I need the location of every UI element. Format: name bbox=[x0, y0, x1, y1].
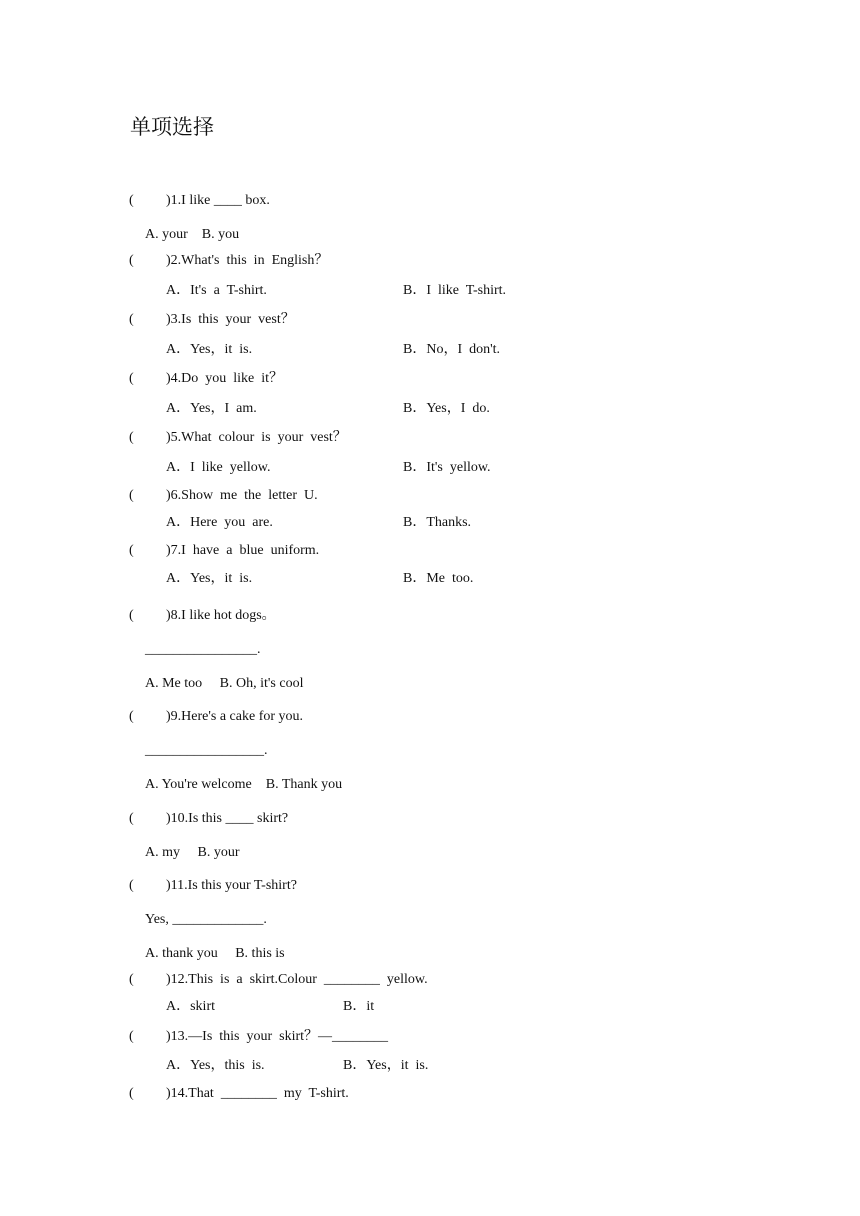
question-9-options: A. You're welcome B. Thank you bbox=[145, 777, 343, 792]
question-4-option-a: A．Yes，I am. bbox=[166, 401, 257, 416]
question-5-stem: )5.What colour is your vest？ bbox=[166, 430, 347, 445]
question-2-stem: )2.What's this in English？ bbox=[166, 253, 329, 268]
question-6-option-a: A．Here you are. bbox=[166, 515, 273, 530]
answer-bracket: ( bbox=[129, 253, 134, 268]
question-13-option-a: A．Yes，this is. bbox=[166, 1058, 265, 1073]
question-6-option-b: B．Thanks. bbox=[403, 515, 472, 530]
question-7-stem: )7.I have a blue uniform. bbox=[166, 543, 320, 558]
question-3-option-a: A．Yes，it is. bbox=[166, 342, 253, 357]
question-4-stem: )4.Do you like it？ bbox=[166, 371, 284, 386]
question-9-blank: _________________. bbox=[145, 743, 268, 758]
answer-bracket: ( bbox=[129, 1029, 134, 1044]
question-3-stem: )3.Is this your vest？ bbox=[166, 312, 295, 327]
answer-bracket: ( bbox=[129, 488, 134, 503]
question-8-stem: )8.I like hot dogs。 bbox=[166, 608, 276, 623]
question-2-option-a: A．It's a T-shirt. bbox=[166, 283, 267, 298]
question-10-options: A. my B. your bbox=[145, 845, 240, 860]
question-11-options: A. thank you B. this is bbox=[145, 946, 285, 961]
answer-bracket: ( bbox=[129, 430, 134, 445]
question-11-stem: )11.Is this your T-shirt? bbox=[166, 878, 297, 893]
answer-bracket: ( bbox=[129, 811, 134, 826]
question-1-options: A. your B. you bbox=[145, 227, 240, 242]
answer-bracket: ( bbox=[129, 543, 134, 558]
question-14-stem: )14.That ________ my T-shirt. bbox=[166, 1086, 349, 1101]
question-3-option-b: B．No，I don't. bbox=[403, 342, 501, 357]
answer-bracket: ( bbox=[129, 972, 134, 987]
question-12-option-b: B．it bbox=[343, 999, 375, 1014]
question-5-option-b: B．It's yellow. bbox=[403, 460, 491, 475]
question-10-stem: )10.Is this ____ skirt? bbox=[166, 811, 289, 826]
answer-bracket: ( bbox=[129, 1086, 134, 1101]
section-title: 单项选择 bbox=[130, 115, 214, 139]
question-12-stem: )12.This is a skirt.Colour ________ yellow. bbox=[166, 972, 428, 987]
question-9-stem: )9.Here's a cake for you. bbox=[166, 709, 304, 724]
question-6-stem: )6.Show me the letter U. bbox=[166, 488, 318, 503]
question-7-option-a: A．Yes，it is. bbox=[166, 571, 253, 586]
question-12-option-a: A．skirt bbox=[166, 999, 215, 1014]
question-1-stem: )1.I like ____ box. bbox=[166, 193, 270, 208]
answer-bracket: ( bbox=[129, 371, 134, 386]
question-2-option-b: B．I like T-shirt. bbox=[403, 283, 507, 298]
answer-bracket: ( bbox=[129, 193, 134, 208]
answer-bracket: ( bbox=[129, 878, 134, 893]
question-5-option-a: A．I like yellow. bbox=[166, 460, 271, 475]
question-4-option-b: B．Yes，I do. bbox=[403, 401, 490, 416]
question-13-option-b: B．Yes，it is. bbox=[343, 1058, 429, 1073]
question-11-blank: Yes, _____________. bbox=[145, 912, 267, 927]
question-8-blank: ________________. bbox=[145, 642, 261, 657]
answer-bracket: ( bbox=[129, 608, 134, 623]
answer-bracket: ( bbox=[129, 312, 134, 327]
question-7-option-b: B．Me too. bbox=[403, 571, 474, 586]
question-8-options: A. Me too B. Oh, it's cool bbox=[145, 676, 304, 691]
answer-bracket: ( bbox=[129, 709, 134, 724]
question-13-stem: )13.—Is this your skirt？—________ bbox=[166, 1029, 389, 1044]
